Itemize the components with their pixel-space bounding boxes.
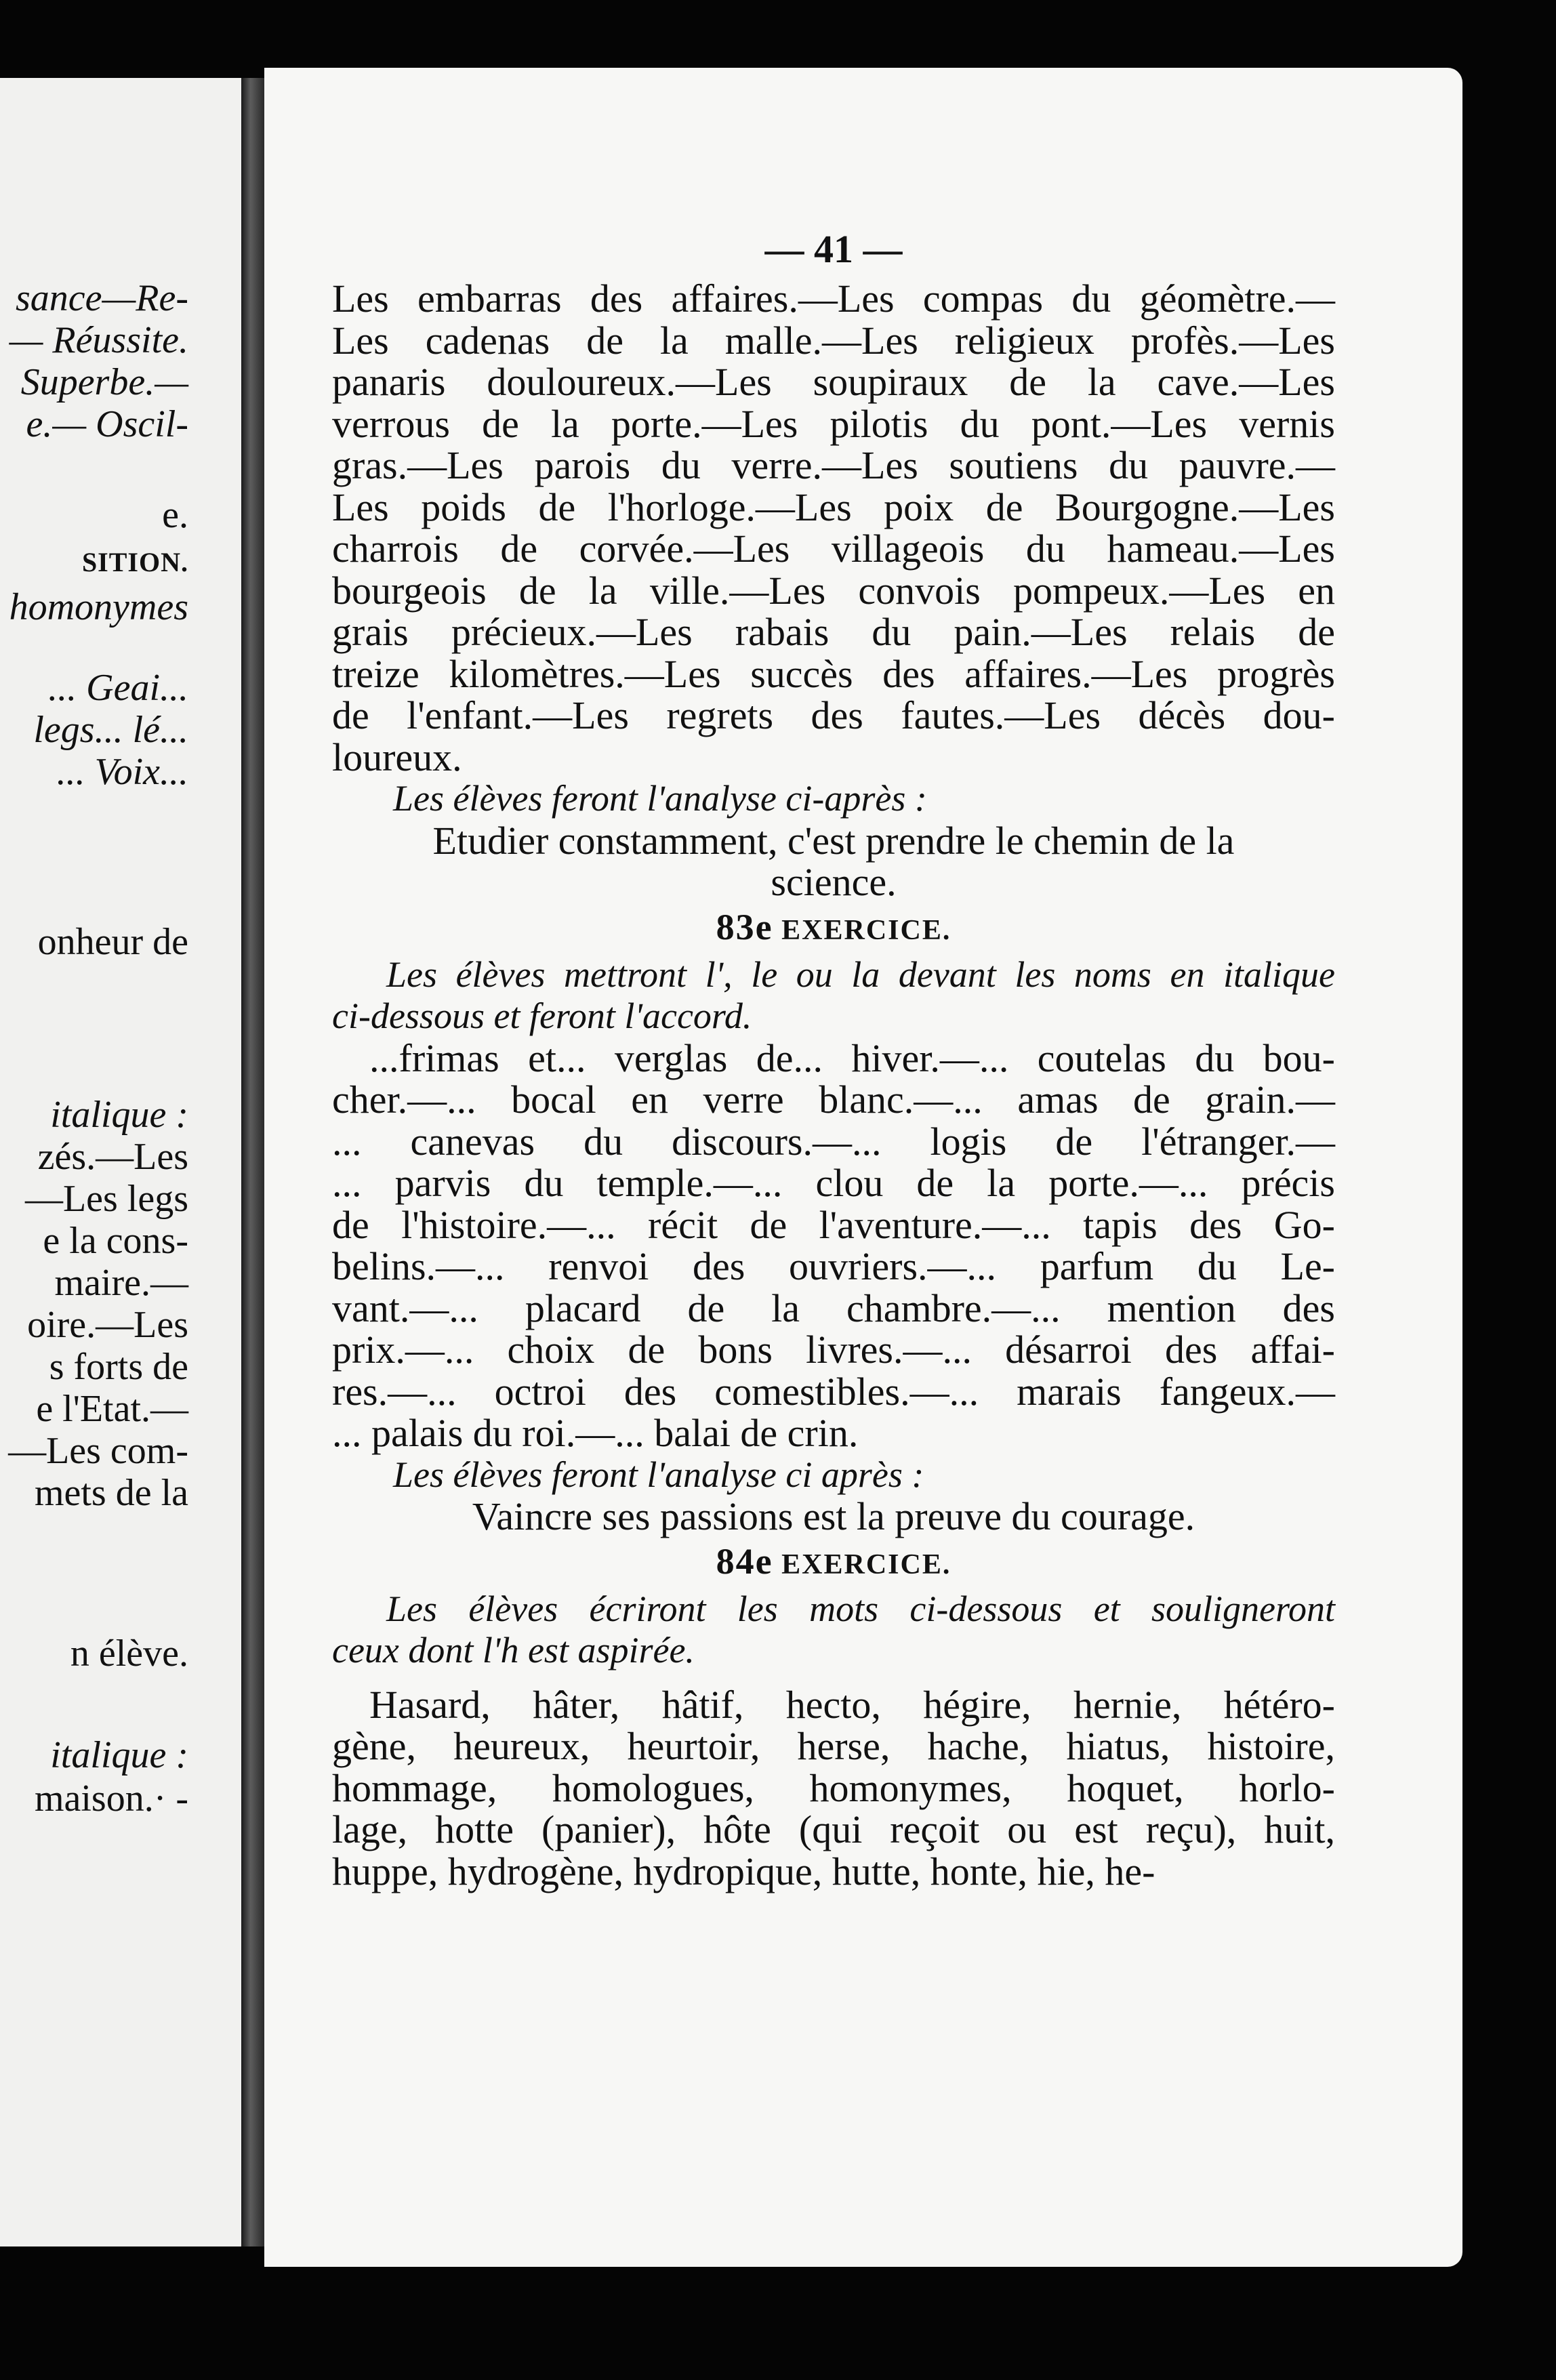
paragraph-line: de l'histoire.—... récit de l'aventure.—... tapis des Go- [332, 1202, 1335, 1247]
right-page [264, 68, 1462, 2267]
left-page-line: zés.—Les [37, 1136, 188, 1178]
analysis-sentence-1 [332, 820, 1335, 903]
paragraph-line: Hasard, hâter, hâtif, hecto, hégire, hernie, hétéro- [369, 1682, 1335, 1727]
paragraph-line: grais précieux.—Les rabais du pain.—Les relais de [332, 610, 1335, 654]
instruction-line: ci-dessous et feront l'accord. [332, 996, 752, 1036]
left-page-line: italique : [50, 1734, 188, 1776]
left-page-line: italique : [50, 1094, 188, 1136]
instruction-line: Les élèves mettront l', le ou la devant les noms en italique [386, 953, 1335, 995]
paragraph-line: cher.—... bocal en verre blanc.—... amas de grain.— [332, 1078, 1335, 1122]
paragraph-line: ... canevas du discours.—... logis de l'étranger.— [332, 1119, 1335, 1164]
paragraph-line: loureux. [332, 735, 462, 779]
left-page-line: maire.— [54, 1262, 188, 1304]
analysis-line: Etudier constamment, c'est prendre le chemin de la [432, 818, 1235, 863]
instruction-line: Les élèves écriront les mots ci-dessous et souligneront [386, 1588, 1335, 1629]
paragraph-line: hommage, homologues, homonymes, hoquet, horlo- [332, 1765, 1335, 1810]
paragraph-line: lage, hotte (panier), hôte (qui reçoit ou est reçu), huit, [332, 1807, 1335, 1851]
page-content [332, 224, 1335, 1892]
left-page-line: onheur de [37, 921, 188, 963]
left-page-line: e. [162, 494, 188, 536]
exercise-84-label: EXERCICE. [781, 1548, 951, 1580]
paragraph-line: prix.—... choix de bons livres.—... désarroi des affai- [332, 1328, 1335, 1372]
paragraph-line: vant.—... placard de la chambre.—... mention des [332, 1286, 1335, 1330]
paragraph-line: bourgeois de la ville.—Les convois pompeux.—Les en [332, 568, 1335, 613]
left-page-line: n élève. [70, 1633, 188, 1675]
left-page-line: e la cons- [43, 1220, 188, 1262]
instruction-aspirated-h [332, 1588, 1335, 1672]
left-page-line: sance—Re- [15, 277, 188, 319]
exercise-83-heading [332, 903, 1335, 954]
exercise-83-label: EXERCICE. [781, 914, 951, 946]
paragraph-h-words [332, 1684, 1335, 1893]
left-page-line: homonymes [9, 586, 188, 628]
left-page-line: —Les legs [24, 1178, 188, 1220]
left-page-fragment [0, 78, 244, 2246]
instruction-analysis-1: Les élèves feront l'analyse ci-après : [393, 778, 927, 819]
analysis-line: science. [771, 860, 897, 904]
exercise-83-number: 83e [716, 906, 773, 947]
paragraph-line: de l'enfant.—Les regrets des fautes.—Les décès dou- [332, 693, 1335, 737]
paragraph-line: Les embarras des affaires.—Les compas du géomètre.— [332, 276, 1335, 321]
left-page-line: ... Geai... [48, 667, 188, 709]
paragraph-line: charrois de corvée.—Les villageois du hameau.—Les [332, 527, 1335, 571]
exercise-84-heading [332, 1538, 1335, 1588]
paragraph-line: panaris douloureux.—Les soupiraux de la cave.—Les [332, 360, 1335, 404]
left-page-line: SITION. [81, 547, 188, 577]
left-page-line: oire.—Les [27, 1304, 188, 1346]
paragraph-line: ...frimas et... verglas de... hiver.—... coutelas du bou- [369, 1035, 1335, 1080]
paragraph-line: Les cadenas de la malle.—Les religieux profès.—Les [332, 318, 1335, 363]
paragraph-line: gène, heureux, heurtoir, herse, hache, hiatus, histoire, [332, 1724, 1335, 1768]
paragraph-line: ... parvis du temple.—... clou de la porte.—... précis [332, 1161, 1335, 1205]
paragraph-article-exercise [332, 1035, 1335, 1455]
page-number: — 41 — [764, 227, 903, 271]
left-page-line: s forts de [49, 1346, 188, 1388]
paragraph-plural-nouns [332, 278, 1335, 778]
instruction-analysis-2: Les élèves feront l'analyse ci après : [393, 1454, 924, 1495]
left-page-line: e l'Etat.— [36, 1388, 188, 1430]
paragraph-line: ... palais du roi.—... balai de crin. [332, 1411, 859, 1455]
analysis-sentence-2: Vaincre ses passions est la preuve du courage. [472, 1494, 1195, 1538]
left-page-line: e.— Oscil- [26, 403, 188, 445]
exercise-84-number: 84e [716, 1540, 773, 1582]
instruction-line: ceux dont l'h est aspirée. [332, 1630, 695, 1670]
left-page-line: maison.· - [34, 1778, 188, 1820]
paragraph-line: Les poids de l'horloge.—Les poix de Bourgogne.—Les [332, 485, 1335, 529]
left-page-line: mets de la [34, 1472, 188, 1514]
paragraph-line: res.—... octroi des comestibles.—... marais fangeux.— [332, 1369, 1335, 1414]
left-page-line: legs... lé... [33, 709, 188, 751]
paragraph-line: gras.—Les parois du verre.—Les soutiens du pauvre.— [332, 443, 1335, 487]
left-page-line: —Les com- [8, 1430, 188, 1472]
left-page-line: — Réussite. [9, 319, 188, 361]
paragraph-line: huppe, hydrogène, hydropique, hutte, honte, hie, he- [332, 1849, 1155, 1893]
book-gutter [241, 78, 264, 2246]
instruction-articles [332, 954, 1335, 1038]
left-page-line: Superbe.— [20, 361, 188, 403]
paragraph-line: verrous de la porte.—Les pilotis du pont.—Les vernis [332, 401, 1335, 446]
paragraph-line: belins.—... renvoi des ouvriers.—... parfum du Le- [332, 1244, 1335, 1288]
paragraph-line: treize kilomètres.—Les succès des affaires.—Les progrès [332, 651, 1335, 696]
left-page-line: ... Voix... [56, 751, 188, 793]
